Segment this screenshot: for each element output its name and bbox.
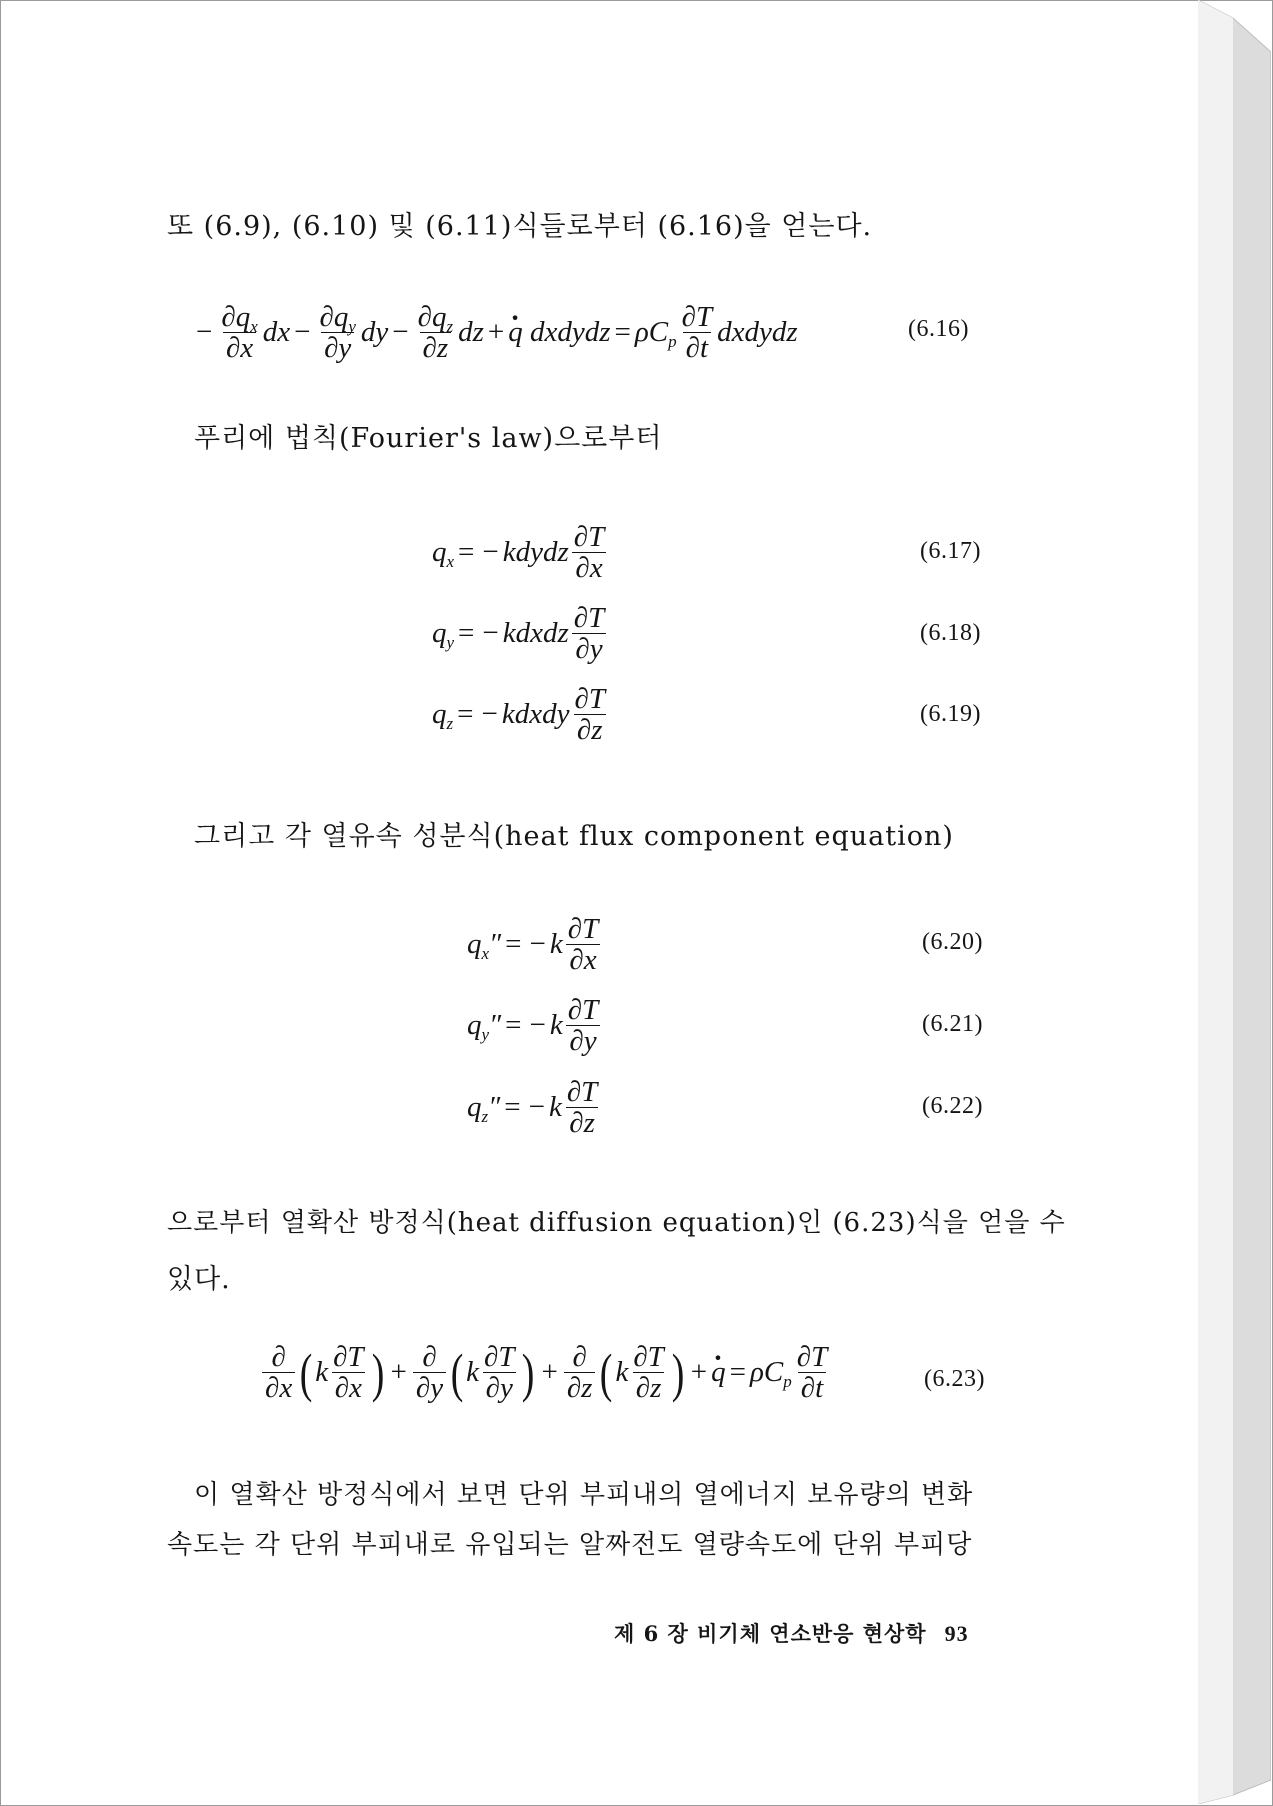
equation-number-6-23: (6.23) (924, 1366, 985, 1392)
equation-6-19: $q_z$ = − kdxdy $\frac{\partial T}{\partial z}$ (432, 683, 605, 747)
equation-number-6-16: (6.16) (908, 316, 969, 342)
page-number: 93 (944, 1621, 969, 1646)
chapter-title: 제 6 장 비기체 연소반응 현상학 (614, 1621, 927, 1646)
equation-6-22: $q_z''$ = − k $\frac{\partial T}{\partial z}$ (467, 1076, 598, 1140)
page-footer (614, 1618, 969, 1648)
equation-6-23: $\frac{\partial}{\partial x}$ ( k $\frac{\partial T}{\partial x}$ ) + $\frac{\partial}{\partial y}$ ( k $\frac{\partial T}{\partial y}$ ) + $\frac{\partial}{\partial z}$ ( k $\frac{\partial T}{\partial z}$ ) + · q = $\rho C_p$ $\frac{\partial T}{\partial t}$ (260, 1342, 832, 1404)
equation-6-17: $q_x$ = − kdydz $\frac{\partial T}{\partial x}$ (432, 521, 605, 585)
component-line: 그리고 각 열유속 성분식(heat flux component equation) (194, 821, 954, 852)
equation-number-6-21: (6.21) (922, 1011, 983, 1037)
equation-number-6-22: (6.22) (922, 1093, 983, 1119)
fourier-line: 푸리에 법칙(Fourier's law)으로부터 (194, 423, 663, 454)
book-page (2, 2, 1198, 1802)
equation-number-6-17: (6.17) (920, 538, 981, 564)
equation-number-6-18: (6.18) (920, 620, 981, 646)
book-spine (1198, 0, 1271, 1804)
equation-6-20: $q_x''$ = − k $\frac{\partial T}{\partial x}$ (467, 913, 599, 977)
equation-6-18: $q_y$ = − kdxdz $\frac{\partial T}{\partial y}$ (432, 602, 605, 666)
equation-number-6-20: (6.20) (922, 929, 983, 955)
conclusion-line-1: 이 열확산 방정식에서 보면 단위 부피내의 열에너지 보유량의 변화 (194, 1480, 974, 1510)
equation-6-16: − $\frac{\partial q_x}{\partial x}$ dx − $\frac{\partial q_y}{\partial y}$ dy − $\frac{\partial q_z}{\partial z}$ dz + · q dxdydz = $\rho C_p$ $\frac{\partial T}{\partial t}$ dxdydz (192, 302, 798, 364)
diffusion-line-1: 으로부터 열확산 방정식(heat diffusion equation)인 (6.23)식을 얻을 수 (167, 1208, 1066, 1238)
conclusion-line-2: 속도는 각 단위 부피내로 유입되는 알짜전도 열량속도에 단위 부피당 (167, 1530, 973, 1560)
equation-6-21: $q_y''$ = − k $\frac{\partial T}{\partial y}$ (467, 994, 599, 1058)
equation-number-6-19: (6.19) (920, 701, 981, 727)
intro-line: 또 (6.9), (6.10) 및 (6.11)식들로부터 (6.16)을 얻는다. (167, 211, 873, 242)
diffusion-line-2: 있다. (167, 1264, 231, 1295)
